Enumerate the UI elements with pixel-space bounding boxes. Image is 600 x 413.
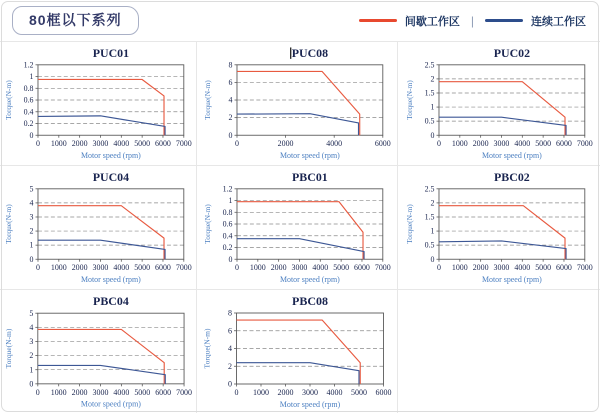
x-tick-label: 0: [35, 387, 40, 397]
x-tick-label: 3000: [493, 139, 510, 149]
intermittent-line: [439, 206, 565, 260]
x-tick-label: 4000: [113, 263, 130, 273]
chart-svg: [398, 42, 600, 165]
x-tick-label: 4000: [514, 139, 531, 149]
chart-title: PUC01: [92, 45, 130, 60]
x-tick-label: 5000: [134, 387, 151, 397]
chart-cell-pbc01: [197, 166, 398, 290]
x-tick-label: 0: [235, 139, 239, 149]
continuous-line: [439, 117, 566, 135]
x-tick-label: 6000: [155, 263, 171, 273]
y-axis-label: Torque(N-m): [203, 80, 213, 120]
y-tick-label: 0.5: [424, 116, 435, 126]
y-tick-label: 2: [228, 113, 233, 123]
continuous-line: [237, 114, 359, 136]
continuous-line: [38, 240, 165, 259]
chart-title: PUC08: [291, 45, 329, 60]
y-axis-label: Torque(N-m): [405, 204, 415, 244]
legend: [359, 13, 586, 29]
x-tick-label: 4000: [326, 139, 343, 149]
x-tick-label: 5000: [535, 139, 552, 149]
y-tick-label: 2: [29, 226, 34, 236]
x-tick-label: 0: [36, 263, 40, 273]
y-tick-label: 0: [29, 379, 34, 389]
continuous-line: [237, 239, 364, 260]
x-tick-label: 2000: [472, 139, 489, 149]
x-tick-label: 1000: [451, 139, 468, 149]
chart-title: PBC01: [292, 169, 328, 184]
y-tick-label: 0.6: [23, 95, 34, 105]
y-tick-label: 0: [29, 254, 34, 264]
legend-item-continuous: [485, 13, 586, 29]
y-tick-label: 0: [228, 130, 233, 140]
x-tick-label: 7000: [175, 139, 192, 149]
continuous-line-swatch: [485, 19, 523, 22]
intermittent-line: [439, 82, 565, 136]
x-tick-label: 6000: [556, 263, 572, 273]
y-tick-label: 0.4: [23, 107, 34, 117]
y-tick-label: 8: [228, 308, 232, 318]
x-tick-label: 4000: [514, 263, 531, 273]
x-tick-label: 5000: [134, 263, 151, 273]
x-tick-label: 2000: [270, 263, 287, 273]
x-tick-label: 6000: [155, 387, 172, 397]
y-axis-label: Torque(N-m): [202, 328, 212, 369]
page-header: [0, 0, 600, 41]
x-tick-label: 1000: [50, 139, 67, 149]
legend-separator: |: [470, 13, 474, 28]
y-tick-label: 6: [228, 326, 232, 336]
x-tick-label: 4000: [312, 263, 329, 273]
x-tick-label: 2000: [472, 263, 489, 273]
page-title: 80框以下系列: [12, 6, 139, 35]
y-tick-label: 1: [29, 72, 34, 82]
x-tick-label: 1000: [451, 263, 468, 273]
chart-svg: [197, 290, 397, 413]
x-tick-label: 0: [234, 388, 239, 397]
chart-svg: [0, 166, 196, 289]
x-tick-label: 1000: [50, 263, 67, 273]
chart-svg: [0, 290, 196, 413]
continuous-line: [38, 116, 165, 135]
x-tick-label: 5000: [333, 263, 350, 273]
y-tick-label: 2: [228, 361, 232, 371]
x-tick-label: 6000: [556, 139, 572, 149]
chart-svg: [197, 42, 397, 165]
x-tick-label: 4000: [113, 387, 130, 397]
y-tick-label: 0.6: [222, 219, 233, 229]
chart-title: PUC04: [92, 169, 130, 184]
x-axis-label: Motor speed (rpm): [279, 151, 340, 161]
intermittent-line: [237, 320, 361, 384]
x-tick-label: 6000: [354, 263, 370, 273]
x-tick-label: 7000: [175, 263, 192, 273]
y-tick-label: 0.4: [222, 231, 233, 241]
chart-title: PBC04: [93, 294, 129, 309]
y-tick-label: 2: [29, 351, 34, 361]
y-tick-label: 1: [430, 226, 435, 236]
x-tick-label: 3000: [92, 139, 109, 149]
continuous-line: [237, 363, 360, 384]
y-tick-label: 2: [430, 74, 435, 84]
y-tick-label: 2.5: [424, 60, 435, 70]
y-tick-label: 0: [228, 379, 232, 389]
chart-svg: [398, 166, 600, 289]
y-tick-label: 1.2: [222, 184, 233, 194]
y-tick-label: 4: [228, 344, 232, 354]
x-tick-label: 7000: [576, 139, 593, 149]
y-tick-label: 1.5: [424, 212, 435, 222]
y-tick-label: 1: [228, 196, 233, 206]
x-tick-label: 2000: [277, 388, 294, 397]
x-tick-label: 1000: [50, 387, 67, 397]
y-tick-label: 0.5: [424, 240, 435, 250]
y-axis-label: Torque(N-m): [4, 80, 14, 120]
x-axis-label: Motor speed (rpm): [279, 275, 340, 285]
x-tick-label: 7000: [576, 263, 593, 273]
y-tick-label: 0: [430, 130, 435, 140]
continuous-line: [38, 365, 165, 383]
x-tick-label: 5000: [134, 139, 151, 149]
x-tick-label: 6000: [374, 139, 391, 149]
intermittent-line: [38, 206, 164, 260]
x-axis-label: Motor speed (rpm): [80, 275, 141, 285]
y-tick-label: 8: [228, 60, 233, 70]
x-tick-label: 2000: [71, 387, 88, 397]
x-tick-label: 4000: [326, 388, 343, 397]
plot-border: [38, 313, 184, 384]
x-tick-label: 0: [235, 263, 239, 273]
x-tick-label: 7000: [374, 263, 391, 273]
x-tick-label: 3000: [493, 263, 510, 273]
x-tick-label: 0: [437, 263, 441, 273]
x-tick-label: 6000: [155, 139, 171, 149]
charts-grid: [0, 41, 600, 413]
x-axis-label: Motor speed (rpm): [80, 151, 141, 161]
x-tick-label: 3000: [92, 387, 109, 397]
y-tick-label: 1.2: [23, 60, 34, 70]
x-tick-label: 5000: [351, 388, 367, 397]
chart-title: PBC08: [292, 294, 328, 308]
y-tick-label: 3: [29, 212, 34, 222]
y-axis-label: Torque(N-m): [3, 328, 13, 369]
chart-svg: [197, 166, 397, 289]
x-axis-label: Motor speed (rpm): [80, 399, 141, 409]
legend-label-continuous: 连续工作区: [531, 15, 586, 28]
y-tick-label: 0: [228, 254, 233, 264]
y-tick-label: 1: [29, 365, 34, 375]
intermittent-line: [38, 79, 164, 135]
x-tick-label: 0: [437, 139, 441, 149]
y-tick-label: 0.8: [222, 207, 233, 217]
y-tick-label: 4: [29, 322, 34, 332]
x-tick-label: 2000: [71, 139, 88, 149]
y-tick-label: 4: [29, 198, 34, 208]
empty-cell: [398, 290, 600, 413]
intermittent-line: [38, 329, 164, 383]
x-axis-label: Motor speed (rpm): [481, 275, 542, 285]
chart-title: PUC02: [493, 45, 531, 60]
continuous-line: [439, 241, 566, 259]
y-tick-label: 0.2: [23, 119, 34, 129]
x-tick-label: 6000: [375, 388, 392, 397]
x-axis-label: Motor speed (rpm): [279, 400, 341, 409]
y-tick-label: 2.5: [424, 184, 435, 194]
x-tick-label: 2000: [277, 139, 294, 149]
legend-item-intermittent: [359, 13, 460, 29]
y-tick-label: 0: [29, 130, 34, 140]
x-tick-label: 4000: [113, 139, 130, 149]
chart-cell-puc08: [197, 42, 398, 166]
chart-cell-pbc08: [197, 290, 398, 413]
y-tick-label: 3: [29, 337, 34, 347]
x-axis-label: Motor speed (rpm): [481, 151, 542, 161]
chart-svg: [0, 42, 196, 165]
y-tick-label: 0.2: [222, 243, 233, 253]
y-axis-label: Torque(N-m): [203, 204, 213, 244]
y-tick-label: 1.5: [424, 88, 435, 98]
y-tick-label: 0.8: [23, 83, 34, 93]
chart-cell-pbc02: [398, 166, 600, 290]
y-tick-label: 2: [430, 198, 435, 208]
y-tick-label: 6: [228, 78, 233, 88]
chart-title: PBC02: [494, 169, 530, 184]
x-tick-label: 0: [36, 139, 40, 149]
y-tick-label: 1: [430, 102, 435, 112]
x-tick-label: 2000: [71, 263, 88, 273]
y-axis-label: Torque(N-m): [4, 204, 14, 244]
intermittent-line: [237, 71, 360, 135]
x-tick-label: 5000: [535, 263, 552, 273]
x-tick-label: 1000: [253, 388, 269, 397]
x-tick-label: 3000: [302, 388, 318, 397]
x-tick-label: 7000: [176, 387, 192, 397]
chart-cell-puc02: [398, 42, 600, 166]
legend-label-intermittent: 间歇工作区: [404, 15, 460, 28]
y-tick-label: 5: [29, 184, 34, 194]
y-tick-label: 4: [228, 95, 233, 105]
y-tick-label: 1: [29, 240, 34, 250]
x-tick-label: 3000: [92, 263, 109, 273]
chart-cell-puc04: [0, 166, 197, 290]
y-tick-label: 5: [29, 308, 34, 318]
chart-cell-puc01: [0, 42, 197, 166]
chart-cell-pbc04: [0, 290, 197, 413]
y-axis-label: Torque(N-m): [405, 80, 415, 120]
intermittent-line-swatch: [359, 19, 397, 22]
y-tick-label: 0: [430, 254, 435, 264]
x-tick-label: 3000: [291, 263, 308, 273]
x-tick-label: 1000: [249, 263, 266, 273]
intermittent-line: [237, 202, 363, 260]
